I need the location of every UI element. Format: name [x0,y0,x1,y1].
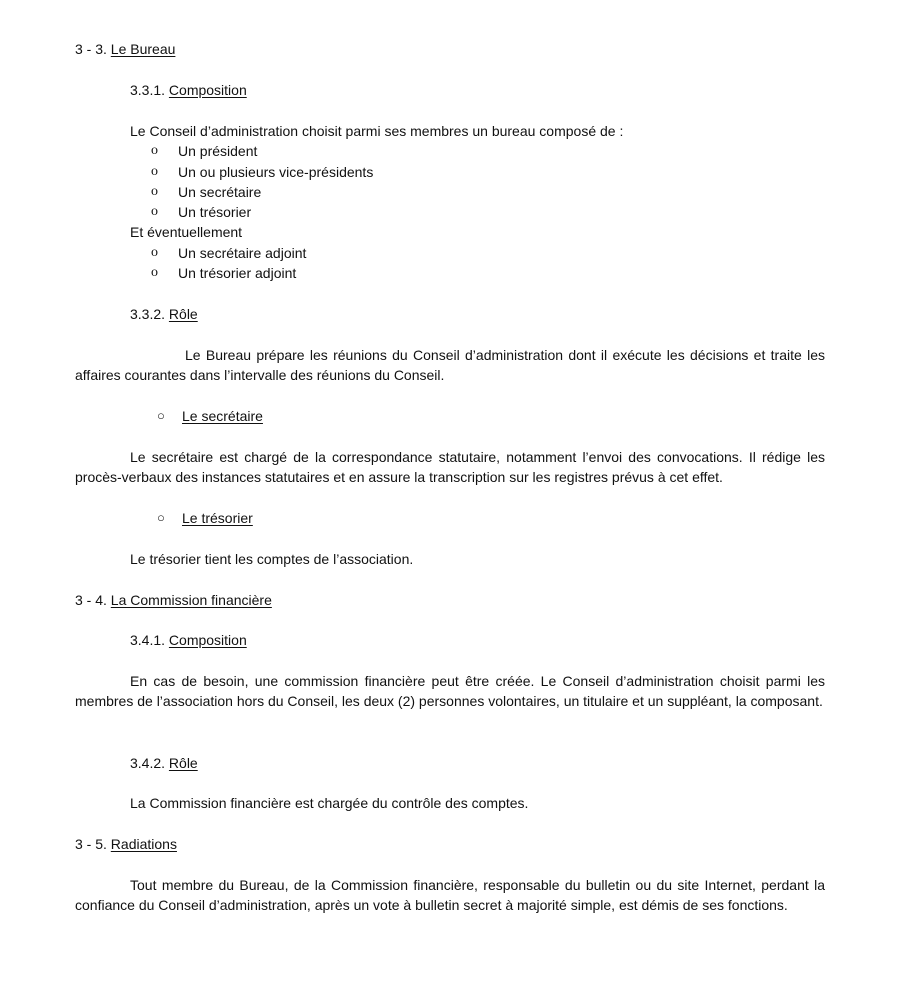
subsection-heading-3-3-2 [130,304,198,324]
list-item: Un secrétaire adjoint [178,245,307,261]
subsection-title: Rôle [168,755,198,771]
commission-composition-paragraph: En cas de besoin, une commission financière peut être créée. Le Conseil d’administration choisit parmi les membres de l’association hors du Conseil, les deux (2) personnes volontaires, un titulaire et un suppléant, la composant. [75,673,825,709]
subsection-title: Rôle [168,306,198,322]
list-item: Un ou plusieurs vice-présidents [178,164,374,180]
section-number: 3 - 4. [75,592,107,608]
section-number: 3 - 5. [75,836,107,852]
subsection-number: 3.3.2. [130,306,166,322]
section-number: 3 - 3. [75,41,107,57]
tresorier-paragraph: Le trésorier tient les comptes de l’association. [130,551,414,567]
subsection-heading-3-4-1 [130,630,247,650]
secretaire-heading: Le secrétaire [182,408,263,424]
tresorier-heading: Le trésorier [182,510,253,526]
list-bullet: o [151,265,158,280]
list-bullet: o [151,204,158,219]
list-bullet: o [151,184,158,199]
list-item: Un trésorier [178,204,252,220]
subsection-heading-3-4-2 [130,753,198,773]
section-title: Radiations [110,836,177,852]
subsection-number: 3.4.2. [130,755,166,771]
radiations-paragraph: Tout membre du Bureau, de la Commission financière, responsable du bulletin ou du site Internet, perdant la confiance du Conseil d’administration, après un vote à bulletin secret à majorité simple, est démis de ses fonctions. [75,877,825,913]
list-item: Un président [178,143,258,159]
subsection-title: Composition [168,82,247,98]
circle-bullet: ○ [157,510,165,525]
role-paragraph: Le Bureau prépare les réunions du Conseil d’administration dont il exécute les décisions et traite les affaires courantes dans l’intervalle des réunions du Conseil. [75,347,825,383]
subsection-title: Composition [168,632,247,648]
subsection-number: 3.3.1. [130,82,166,98]
list-item: Un trésorier adjoint [178,265,297,281]
list-bullet: o [151,164,158,179]
section-heading-3-4 [75,590,272,610]
list-bullet: o [151,245,158,260]
list-bullet: o [151,143,158,158]
subsection-number: 3.4.1. [130,632,166,648]
composition-intro: Le Conseil d’administration choisit parmi ses membres un bureau composé de : [130,123,624,139]
list-item: Un secrétaire [178,184,262,200]
circle-bullet: ○ [157,408,165,423]
secretaire-paragraph: Le secrétaire est chargé de la correspondance statutaire, notamment l’envoi des convocations. Il rédige les procès-verbaux des instances statutaires et en assure la transcription sur les registres prévus à cet effet. [75,449,825,485]
section-heading-3-5 [75,834,177,854]
commission-role-paragraph: La Commission financière est chargée du contrôle des comptes. [130,795,529,811]
section-heading-3-3 [75,39,175,59]
section-title: Le Bureau [110,41,176,57]
subsection-heading-3-3-1 [130,80,247,100]
optional-label: Et éventuellement [130,224,243,240]
section-title: La Commission financière [110,592,272,608]
